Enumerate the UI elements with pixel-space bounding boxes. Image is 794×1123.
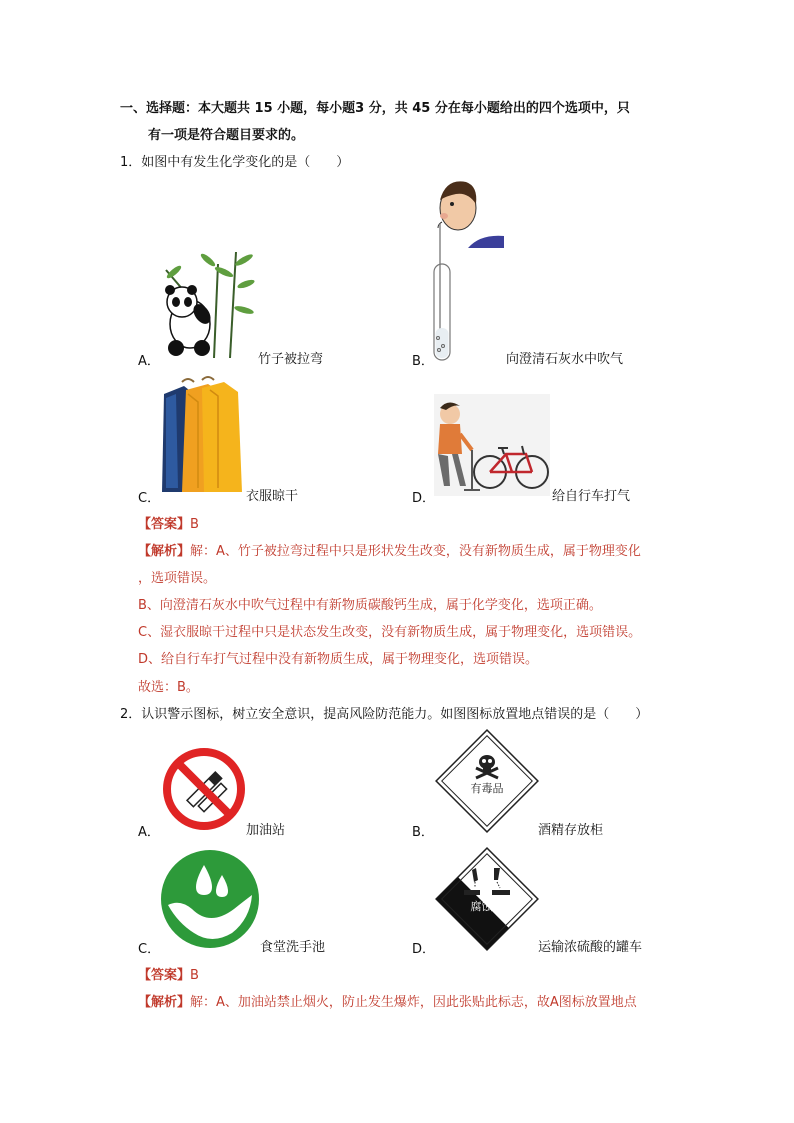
q1-option-a-text: 竹子被拉弯 bbox=[258, 352, 324, 367]
q2-option-c-letter: C． bbox=[138, 942, 161, 957]
q2-option-b-text: 酒精存放柜 bbox=[538, 823, 604, 838]
section-header-line2: 有一项是符合题目要求的。 bbox=[148, 128, 305, 143]
boy-blowing-tube-image bbox=[428, 178, 506, 364]
q1-analysis-b: B、向澄清石灰水中吹气过程中有新物质碳酸钙生成，属于化学变化，选项正确。 bbox=[138, 598, 602, 613]
q1-option-d-letter: D． bbox=[412, 491, 436, 506]
q1-conclusion: 故选：B。 bbox=[138, 680, 199, 695]
toxic-sign bbox=[434, 728, 540, 834]
q1-analysis-line1 bbox=[138, 540, 641, 559]
q2-option-d-text: 运输浓硫酸的罐车 bbox=[538, 940, 643, 955]
q2-answer-value: B bbox=[190, 968, 199, 983]
clothes-drying-image bbox=[158, 376, 244, 494]
q1-option-b-text: 向澄清石灰水中吹气 bbox=[506, 352, 624, 367]
q1-option-b-letter: B． bbox=[412, 354, 434, 369]
question-1-stem: 1．如图中有发生化学变化的是（ ） bbox=[120, 155, 350, 170]
q1-answer-value: B bbox=[190, 517, 199, 532]
q2-answer-tag: 【答案】 bbox=[138, 968, 191, 983]
q1-option-a-letter: A． bbox=[138, 354, 160, 369]
q2-option-b-letter: B． bbox=[412, 825, 434, 840]
no-smoking-sign bbox=[162, 747, 246, 831]
q1-analysis-d: D、给自行车打气过程中没有新物质生成，属于物理变化，选项错误。 bbox=[138, 652, 539, 667]
q2-analysis-line1 bbox=[138, 991, 637, 1010]
water-saving-sign bbox=[160, 849, 260, 949]
q1-answer-tag: 【答案】 bbox=[138, 517, 191, 532]
q2-option-d-letter: D． bbox=[412, 942, 436, 957]
q1-analysis-a: 解：A、竹子被拉弯过程中只是形状发生改变，没有新物质生成，属于物理变化 bbox=[190, 544, 641, 559]
toxic-sign-text: 有毒品 bbox=[470, 782, 504, 795]
q2-analysis-tag: 【解析】 bbox=[138, 995, 191, 1010]
q1-analysis-c: C、湿衣服晾干过程中只是状态发生改变，没有新物质生成，属于物理变化，选项错误。 bbox=[138, 625, 642, 640]
q2-answer bbox=[138, 964, 199, 983]
corrosive-sign bbox=[434, 846, 540, 952]
corrosive-sign-text: 腐蚀品 bbox=[470, 900, 504, 913]
bicycle-pump-image bbox=[434, 394, 550, 496]
q1-analysis-line2: ，选项错误。 bbox=[138, 571, 217, 586]
question-2-stem: 2．认识警示图标，树立安全意识，提高风险防范能力。如图图标放置地点错误的是（ ） bbox=[120, 707, 649, 722]
q1-analysis-tag: 【解析】 bbox=[138, 544, 191, 559]
q2-option-c-text: 食堂洗手池 bbox=[260, 940, 326, 955]
q2-analysis-a: 解：A、加油站禁止烟火，防止发生爆炸，因此张贴此标志，故A图标放置地点 bbox=[190, 995, 637, 1010]
q1-answer bbox=[138, 513, 199, 532]
q2-option-a-letter: A． bbox=[138, 825, 160, 840]
q1-option-c-letter: C． bbox=[138, 491, 161, 506]
panda-bamboo-image bbox=[158, 252, 254, 360]
q2-option-a-text: 加油站 bbox=[246, 823, 286, 838]
q1-option-c-text: 衣服晾干 bbox=[246, 489, 299, 504]
section-header-line1: 一、选择题：本大题共 15 小题，每小题3 分，共 45 分在每小题给出的四个选项中，只 bbox=[120, 101, 630, 116]
q1-option-d-text: 给自行车打气 bbox=[552, 489, 631, 504]
